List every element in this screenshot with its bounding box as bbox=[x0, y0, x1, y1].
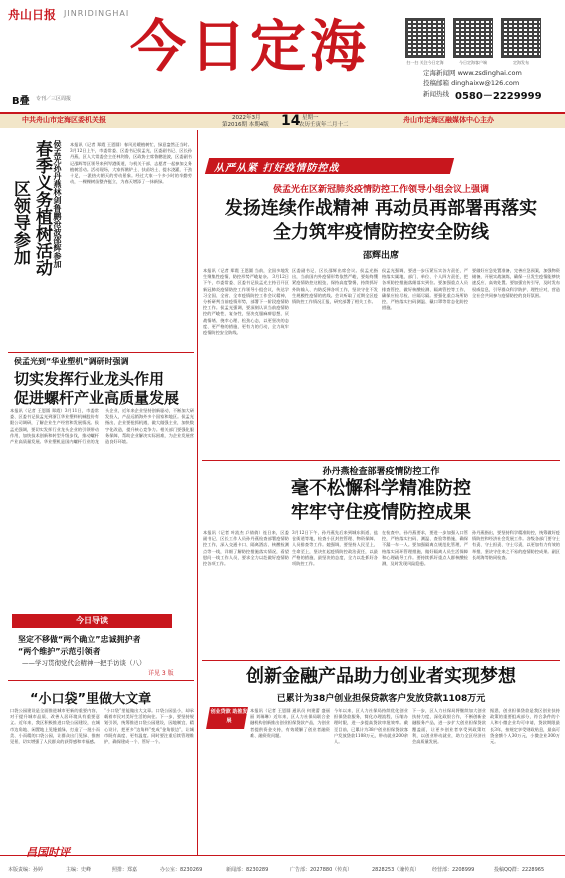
lead-subtitle: 邵辉出席 bbox=[362, 251, 399, 261]
footer-news: 新闻部：8230289 bbox=[226, 867, 269, 873]
footer-office: 办公室：8230269 bbox=[160, 867, 203, 873]
footer-rule bbox=[0, 855, 565, 856]
qr-code-icon[interactable] bbox=[501, 18, 541, 58]
lunar-date: 农历壬寅年二月十二 bbox=[299, 122, 349, 128]
story2-kicker: 孙丹燕检查部署疫情防控工作 bbox=[322, 467, 440, 477]
campaign-ribbon-text: 从严从紧 打好疫情防控战 bbox=[214, 163, 340, 174]
left-story2-title: 切实发挥行业龙头作用 bbox=[14, 370, 165, 388]
qr-code-icon[interactable] bbox=[453, 18, 493, 58]
story2-body: 本报讯（记者 叶流杰 乒倩倩）连日来，区委副书记、区长工作人员孙丹燕检查部署疫情防控工作，深入交通卡口、隔离酒店、核酸检测点等一线，详细了解防控措施落实情况，看望慰问一线工作人员，要求全力以赴做好疫情防控各项工作。 bbox=[203, 530, 289, 567]
page-code: B叠 bbox=[12, 96, 30, 107]
section-rule bbox=[202, 660, 560, 661]
today-guide-label: 今日导读 bbox=[76, 616, 108, 625]
qr-label: 今日定海客户端 bbox=[459, 60, 487, 65]
phone-number: 0580－2229999 bbox=[455, 91, 542, 102]
page-number: 14 bbox=[281, 113, 301, 129]
footer-designer: 主编：史峰 bbox=[66, 867, 92, 873]
story3-title: 创新金融产品助力创业者实现梦想 bbox=[246, 666, 516, 687]
masthead-title: 今日定海 bbox=[130, 14, 370, 80]
story3-subtitle: 已累计为38户创业担保贷款客户发放贷款1108万元 bbox=[276, 694, 486, 704]
footer-proof: 照排：郑嘉 bbox=[112, 867, 138, 873]
story3-badge-text: 创业贷款 助推发展 bbox=[210, 709, 248, 724]
story2-body: 在检查中，孙丹燕要求，要进一步加强入口管控，严格落实扫码、测温、查验等措施，确保不漏一车一人。要加强隔离点规范化管理，严格落实闭环管理措施，做好隔离人员生活保障和心理疏导工作。要持续抓好重点人群核酸检测，及时发现风险隐患。 bbox=[382, 530, 468, 567]
story3-body: 本报讯（记者 王恩圆 通讯员 何建蕾 盛丽丽 刘瑞琳）近年来，区人力社保局联合金融机构创新推出创业担保贷款产品，为创业者提供资金支持，有效缓解了创业者融资难、融资贵问题。 bbox=[250, 708, 330, 738]
left-story1-title: 春季义务植树活动 bbox=[32, 140, 52, 276]
lead-title: 全力筑牢疫情防控安全防线 bbox=[273, 222, 489, 243]
column-tag-logo: 昌国时评 bbox=[26, 846, 70, 859]
website-text[interactable]: 定海新闻网 www.zsdinghai.com bbox=[423, 69, 522, 77]
qr-label: 定海发布 bbox=[513, 60, 529, 65]
story2-body: 孙丹燕指出，要坚持科学精准防控，统筹做好疫情防控和经济社会发展工作。各级各部门要守土有责、守土担责、守土尽责，以更加有力有效的举措，坚决守住来之不易的疫情防控成果。副区长胡海等陪同检查。 bbox=[472, 530, 560, 560]
qr-label: 扫一扫 关注今日定海 bbox=[406, 60, 444, 65]
footer-ads: 广告部：2027880（传真） bbox=[290, 867, 353, 873]
left-story2-kicker: 侯孟光到“华业塑机”调研时强调 bbox=[14, 357, 129, 366]
lead-body: 侯孟光强调，要进一步压紧压实各方责任，严格落实属地、部门、单位、个人四方责任，把各项防控措施落细落实到位。要加强重点人员排查管控，做好核酸检测、隔离管控等工作，确保应检尽检、应隔尽隔。要强化重点场所防控，严格落实扫码测温、戴口罩等常态化防控措施。 bbox=[382, 268, 468, 311]
section-rule bbox=[8, 680, 194, 681]
essay-body: “小口袋”里能做出大文章。口袋公园虽小，却承载着市民对美好生活的向往。下一步，要坚持规划引领，统筹推进口袋公园建设，因地制宜、精心设计，把更多“边角料”变成“金角银边”，让城市既有高度、更有温度。同时要注重后续管理维护，确保建成一个、管好一个。 bbox=[104, 708, 194, 745]
footer-tel: 2828253（兼传真） bbox=[372, 867, 420, 873]
lead-body: 区委副书记、区长邵辉出席会议。侯孟光指出，当前国内外疫情形势依然严峻，要始终绷紧疫情防控这根弦，保持高度警惕，持续抓好外防输入、内防反弹各项工作，坚决守住不发生规模性疫情的底线。会议听取了近期全区疫情防控工作情况汇报，研究部署了相关工作。 bbox=[292, 268, 378, 305]
left-story1-kicker: 侯孟光孙丹燕林剑鲁鹏沧波邵辉参加 bbox=[53, 140, 62, 268]
left-story1-title: 区领导参加 bbox=[10, 180, 30, 265]
left-story2-body: 本报讯（记者 王恩圆 郑霞）3月11日，市委常委、区委书记侯孟光到浙江华业塑料机械股份有限公司调研，了解企业生产经营和发展情况。侯孟光强调，要切实发挥行业龙头企业的引领带动作用，加快技术创新和转型升级步伐，推动螺杆产业高质量发展。华业塑机是国内螺杆行业的龙头企业，近年来企业坚持创新驱动，不断加大研发投入，产品远销海外多个国家和地区。侯孟光指出，企业要抢抓机遇，做大做强主业，加快数字化改造，提升核心竞争力。相关部门要强化服务保障，帮助企业解决实际困难，为企业发展营造良好环境。 bbox=[10, 408, 194, 445]
lead-body bbox=[203, 268, 289, 456]
lead-kicker: 侯孟光在区新冠肺炎疫情防控工作领导小组会议上强调 bbox=[272, 185, 489, 195]
essay-title: “小口袋”里做大文章 bbox=[30, 692, 152, 707]
section-rule bbox=[202, 460, 560, 461]
lead-byline: 本报讯（记者 郑霞 王恩圆 当前，全国多地发生聚集性疫情，防控形势严峻复杂。 bbox=[203, 268, 289, 280]
story3-body: 今年以来，区人力社保局持续优化创业担保贷款服务，简化办理流程，压缩办理时限，进一步提高贷款审批效率。截至目前，已累计为38户创业担保贷款客户发放贷款1108万元，带动就业200余人。 bbox=[334, 708, 408, 745]
story2-title: 毫不松懈科学精准防控 bbox=[291, 478, 471, 499]
lead-text: 3月12日下午，市委常委、区委书记侯孟光主持召开区新冠肺炎疫情防控工作领导小组会议，传达学习全国、全省、全市疫情防控工作会议精神，分析研判当前疫情形势，部署下一阶段疫情防控工作。侯孟光强调，要深刻认识当前疫情防控的严峻性、复杂性，坚决克服麻痹思想、厌战情绪、侥幸心理、松劲心态，以更坚决的态度、更严格的措施、更有力的行动，全力筑牢疫情防控安全防线。 bbox=[203, 274, 289, 336]
qr-code-icon[interactable] bbox=[405, 18, 445, 58]
story2-title: 牢牢守住疫情防控成果 bbox=[291, 502, 471, 523]
newspaper-logo-en: JINRIDINGHAI bbox=[64, 9, 130, 18]
left-story2-title: 促进螺杆产业高质量发展 bbox=[14, 389, 180, 407]
story2-body: 3月12日下午，孙丹燕先后来到城东街道、盐仓街道等地，检查小区封控管理、物资保障、人员排查等工作。她强调，要坚持人民至上、生命至上，坚决扛起疫情防控政治责任，以最严格的措施、最坚决的态度，全力以赴抓好各项防控工作。 bbox=[292, 530, 378, 567]
phone-label: 新闻热线 bbox=[423, 90, 449, 98]
left-story1-body: 本报讯（记者 郑霞 王恩圆）春风送暖植树忙，绿意盎然正当时。3月12日上午，市委常委、区委书记侯孟光，区委副书记、区长孙丹燕，区人大常委会主任林剑鲁，区政协主席鲁鹏沧波，区委副书记邵辉等区领导来到岑港街道，与机关干部、志愿者一起参加义务植树活动。活动现场，大家挥锹铲土、扶苗培土、提水浇灌，干劲十足，一派热火朝天的劳动景象。经过大家一个多小时的辛勤劳动，一棵棵树苗整齐挺立，为春天增添了一抹新绿。 bbox=[70, 142, 192, 185]
issue-date: 2022年3月 bbox=[232, 115, 261, 121]
issue-number: 第2016期 本期4版 bbox=[222, 122, 269, 128]
email-text[interactable]: 投稿邮箱 dinghaixw@126.com bbox=[423, 79, 520, 87]
promo-subtitle: ——学习贯彻党代会精神一把手访谈（八） bbox=[22, 659, 146, 667]
lead-body: 要做好应急处置准备，完善应急预案，加强物资储备，开展实战演练，确保一旦发生疫情能够快速反应、高效处置。要加强宣传引导，及时发布权威信息，引导群众科学防护、理性应对，营造全社会共同参与疫情防控的良好氛围。 bbox=[472, 268, 560, 298]
weekday: 星期一 bbox=[302, 115, 319, 121]
left-org: 中共舟山市定海区委机关报 bbox=[22, 116, 106, 124]
footer-qq: 投稿QQ群：2228965 bbox=[494, 867, 545, 873]
newspaper-logo: 舟山日报 bbox=[8, 8, 57, 22]
essay-body: 口袋公园建设是全面推进城市更新的重要内容，对于提升城市品质、改善人居环境具有重要意义。近年来，我区积极推进口袋公园建设，在城市边角地、闲置地上见缝插绿，打造了一批小而美、小而精的口袋公园，让群众出门见绿、推窗见景，切实增强了人民群众的获得感和幸福感。 bbox=[10, 708, 100, 745]
promo-title[interactable]: “两个维护”示范引领者 bbox=[18, 647, 101, 656]
page-section: 专刊／三区周报 bbox=[36, 96, 72, 102]
section-rule bbox=[8, 352, 194, 353]
right-org: 舟山市定海区融媒体中心主办 bbox=[403, 116, 494, 124]
column-divider bbox=[197, 130, 198, 855]
story3-body: 据悉，创业担保贷款是我区创业扶持政策的重要组成部分，符合条件的个人和小微企业均可申请，贷款期限最长3年，按规定享受财政贴息，最高可贷金额个人30万元，小微企业300万元。 bbox=[490, 708, 560, 745]
footer-online: 经营部：2208999 bbox=[432, 867, 475, 873]
footer-editor: 本版责编：孙婷 bbox=[8, 867, 44, 873]
promo-page-link[interactable]: 详见 3 版 bbox=[148, 670, 174, 677]
promo-title[interactable]: 坚定不移做“两个确立”忠诚拥护者 bbox=[18, 635, 141, 644]
lead-title: 发扬连续作战精神 再动员再部署再落实 bbox=[224, 198, 538, 219]
story3-body: 下一步，区人力社保局将继续加大创业扶持力度，深化政银合作，不断创新金融服务产品，进一步扩大创业担保贷款覆盖面，让更多创业者享受到政策红利，以创业带动就业，助力全区经济社会高质量发展。 bbox=[412, 708, 486, 745]
